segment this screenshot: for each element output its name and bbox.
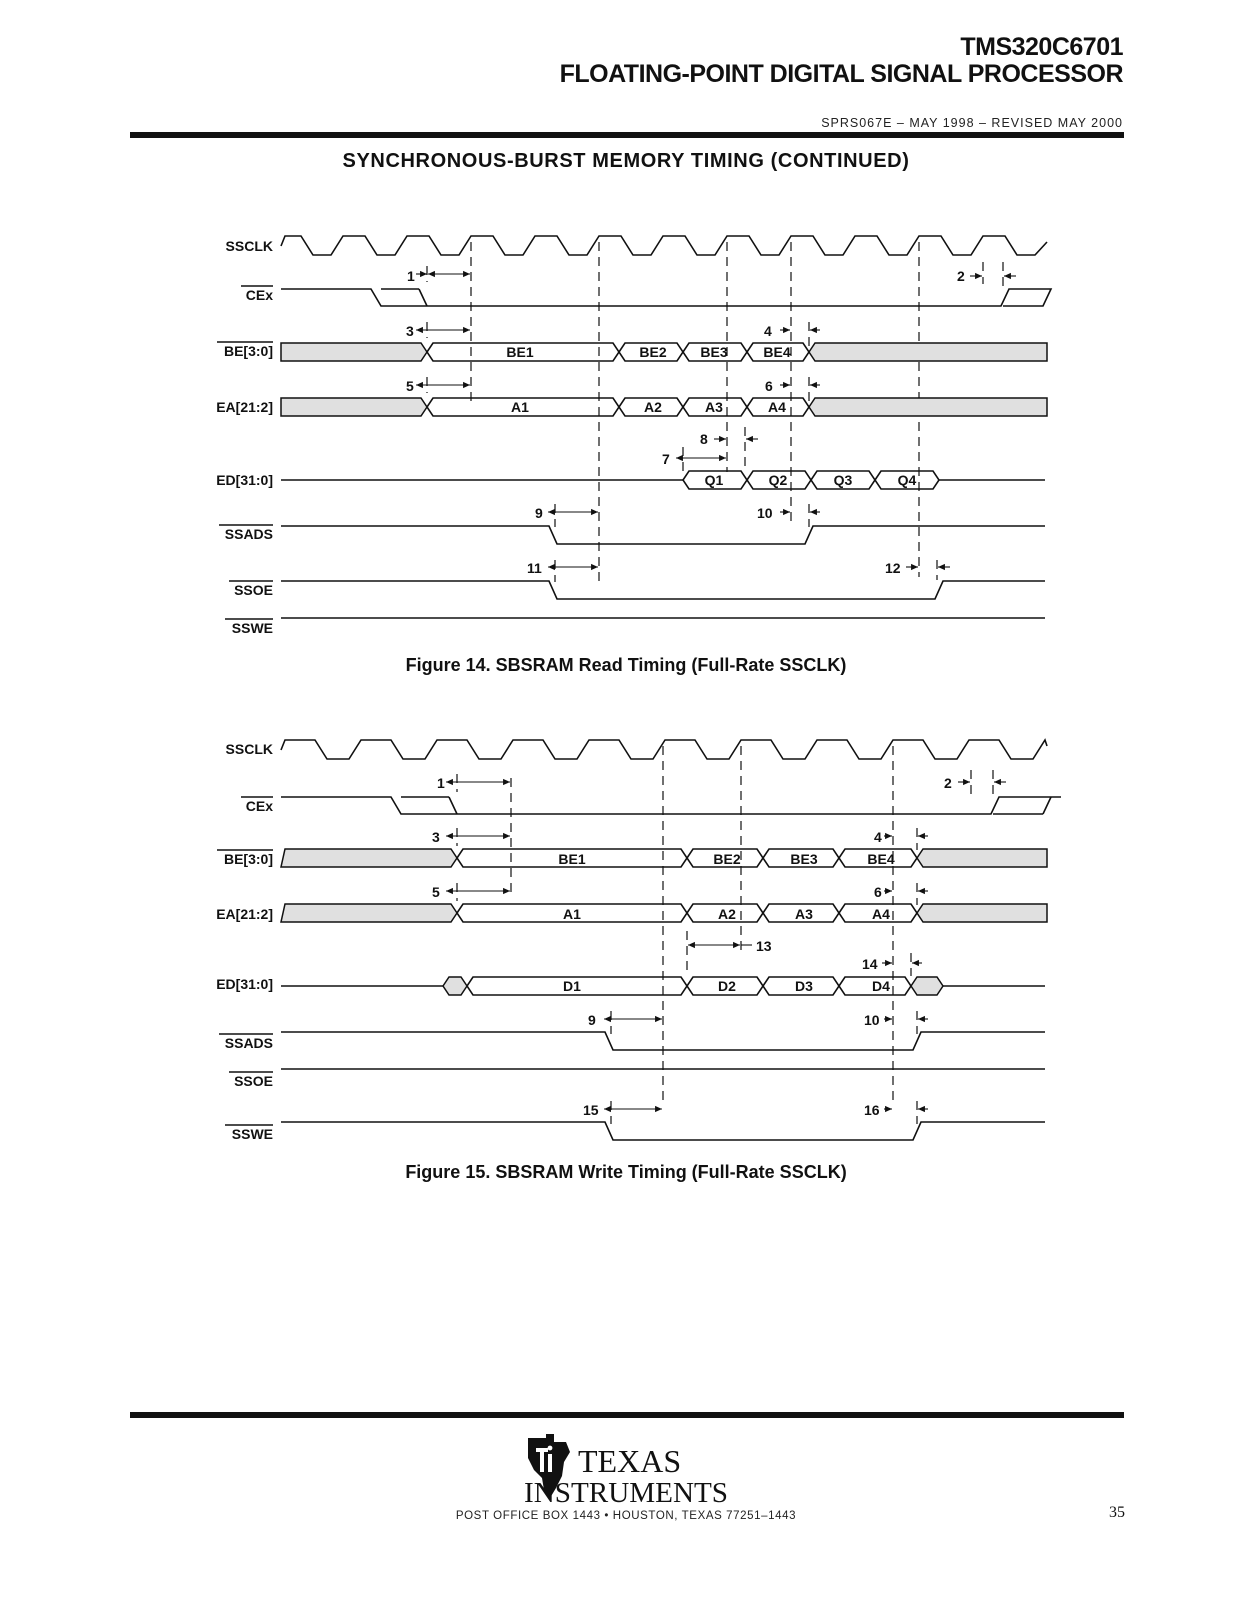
f15-parameter-numbers [432,775,952,1118]
f15-param-2: 2 [944,775,952,791]
doc-id: SPRS067E – MAY 1998 – REVISED MAY 2000 [821,116,1123,130]
f14-param-11: 11 [527,560,542,576]
f15-ea-bus [281,904,1047,922]
f15-cex-waveform [281,797,1061,814]
f14-ssoe-waveform [281,581,1045,599]
f15-label-cex: CEx [245,798,273,814]
f14-label-ssads: SSADS [224,526,273,542]
f15-be-3: BE3 [790,851,818,867]
f15-sswe-waveform [281,1122,1045,1140]
f14-label-ea: EA[21:2] [216,399,273,415]
f14-ssclk-waveform [281,236,1047,255]
f15-ea-2: A2 [718,906,736,922]
f14-ssads-waveform [281,526,1045,544]
f15-ed-3: D3 [795,978,813,994]
f14-parameter-numbers [406,268,965,576]
f15-label-ssoe: SSOE [234,1073,273,1089]
f14-be-bus [281,343,1047,361]
figure14-timing-diagram [0,222,1237,642]
f15-param-1: 1 [437,775,445,791]
f15-param-9: 9 [588,1012,596,1028]
f14-label-cex: CEx [245,287,273,303]
f15-be-1: BE1 [558,851,586,867]
f14-ed-2: Q2 [768,472,788,488]
f15-param-6: 6 [874,884,882,900]
f14-param-3: 3 [406,323,414,339]
f14-param-8: 8 [700,431,708,447]
f15-reference-lines [457,746,993,1124]
f14-param-5: 5 [406,378,414,394]
f15-label-ed: ED[31:0] [216,976,273,992]
f14-param-7: 7 [662,451,670,467]
f14-label-ed: ED[31:0] [216,472,273,488]
f14-label-be: BE[3:0] [223,343,273,359]
f14-ea-3: A3 [705,399,723,415]
f14-param-4: 4 [764,323,772,339]
f14-ea-1: A1 [511,399,529,415]
f15-label-ea: EA[21:2] [216,906,273,922]
f14-param-10: 10 [757,505,773,521]
ti-logo-icon [522,1432,732,1504]
f15-ed-4: D4 [872,978,890,994]
f14-ed-1: Q1 [704,472,724,488]
part-number: TMS320C6701 [960,33,1123,61]
f15-param-5: 5 [432,884,440,900]
f14-be-4: BE4 [763,344,791,360]
f14-ea-bus [281,398,1047,416]
f15-label-ssads: SSADS [224,1035,273,1051]
f14-label-ssoe: SSOE [234,582,273,598]
section-title: SYNCHRONOUS-BURST MEMORY TIMING (CONTINUED) [342,150,910,172]
f14-ed-3: Q3 [833,472,853,488]
document-header [560,34,1123,88]
f14-label-ssclk: SSCLK [225,238,273,254]
figure14-caption: Figure 14. SBSRAM Read Timing (Full-Rate SSCLK) [405,655,847,675]
f15-label-ssclk: SSCLK [225,741,273,757]
f14-ea-2: A2 [644,399,662,415]
f15-param-16: 16 [864,1102,880,1118]
f15-param-14: 14 [862,956,878,972]
logo-text-texas: TEXAS [578,1443,682,1479]
f15-ea-3: A3 [795,906,813,922]
footer-address: POST OFFICE BOX 1443 • HOUSTON, TEXAS 77251–1443 [455,1510,797,1522]
f15-param-4: 4 [874,829,882,845]
f14-param-2: 2 [957,268,965,284]
page-number: 35 [1109,1504,1125,1521]
f14-ed-bus [281,471,1045,489]
f15-param-10: 10 [864,1012,880,1028]
f14-be-1: BE1 [506,344,534,360]
figure15-timing-diagram [0,726,1237,1146]
f14-param-6: 6 [765,378,773,394]
f15-ea-4: A4 [872,906,890,922]
f15-ed-1: D1 [563,978,581,994]
figure15-caption: Figure 15. SBSRAM Write Timing (Full-Rate SSCLK) [405,1162,847,1182]
logo-text-instruments: INSTRUMENTS [524,1477,728,1504]
f14-label-sswe: SSWE [231,620,273,636]
f14-param-1: 1 [407,268,415,284]
f15-label-sswe: SSWE [231,1126,273,1142]
f15-be-4: BE4 [867,851,895,867]
f15-timing-arrows [446,782,1006,1109]
f14-be-3: BE3 [700,344,728,360]
f15-param-3: 3 [432,829,440,845]
f15-param-15: 15 [583,1102,599,1118]
f15-param-13: 13 [756,938,772,954]
f14-cex-waveform [281,289,1051,306]
header-rule [130,132,1124,138]
f14-ea-4: A4 [768,399,786,415]
f15-ssclk-waveform [281,740,1047,759]
f14-be-2: BE2 [639,344,667,360]
f15-ed-2: D2 [718,978,736,994]
footer-rule [130,1412,1124,1418]
f14-ed-4: Q4 [897,472,917,488]
f15-ea-1: A1 [563,906,581,922]
f15-be-2: BE2 [713,851,741,867]
product-name: FLOATING-POINT DIGITAL SIGNAL PROCESSOR [559,60,1123,88]
f14-param-12: 12 [885,560,901,576]
f15-be-bus [281,849,1047,867]
f15-label-be: BE[3:0] [223,851,273,867]
f14-param-9: 9 [535,505,543,521]
f14-timing-arrows [416,274,1016,567]
